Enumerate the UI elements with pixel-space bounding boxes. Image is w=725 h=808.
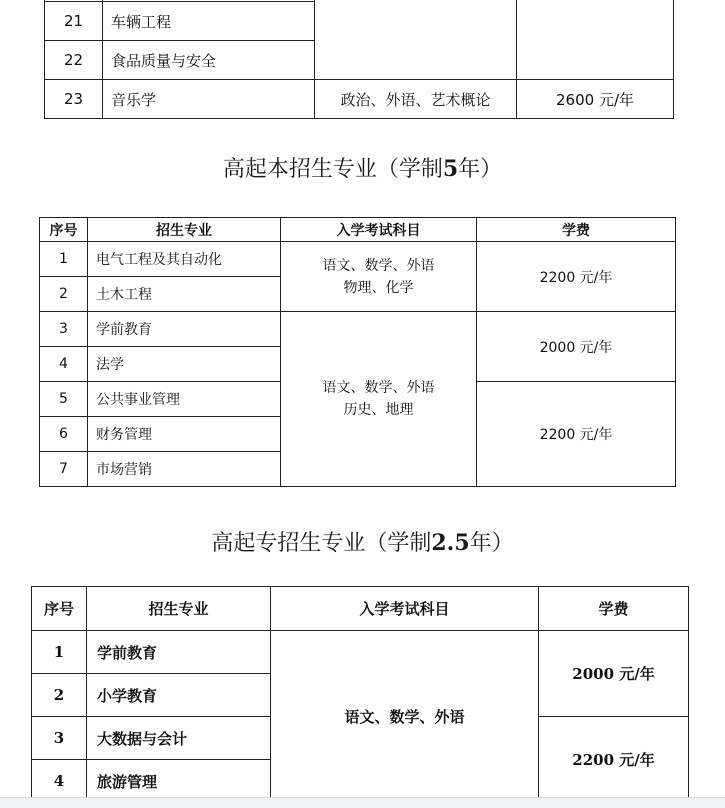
column-header: 入学考试科目 <box>281 218 477 242</box>
exam-subjects: 语文、数学、外语 历史、地理 <box>281 312 477 487</box>
row-number: 7 <box>40 452 88 487</box>
column-header: 招生专业 <box>88 218 281 242</box>
table-row <box>32 631 689 674</box>
tuition: 2200 元/年 <box>539 717 689 803</box>
table-row <box>40 312 676 347</box>
tuition: 2600 元/年 <box>517 80 674 119</box>
bottom-toolbar <box>0 797 725 808</box>
table-row <box>45 80 674 119</box>
table-row <box>40 242 676 277</box>
column-header: 学费 <box>477 218 676 242</box>
major-name: 财务管理 <box>88 417 281 452</box>
row-number: 3 <box>32 717 87 760</box>
row-number: 21 <box>45 2 103 41</box>
section-title: 高起专招生专业（学制2.5年） <box>211 530 514 556</box>
major-name: 法学 <box>88 347 281 382</box>
tuition-cell <box>517 0 674 80</box>
major-name: 市场营销 <box>88 452 281 487</box>
undergraduate-majors-table <box>39 217 676 487</box>
exam-subjects-cell <box>315 0 517 80</box>
row-number: 2 <box>32 674 87 717</box>
column-header: 学费 <box>539 587 689 631</box>
major-name: 食品质量与安全 <box>103 41 315 80</box>
major-name: 旅游管理 <box>87 760 271 803</box>
column-header: 序号 <box>32 587 87 631</box>
major-name: 学前教育 <box>88 312 281 347</box>
row-number: 6 <box>40 417 88 452</box>
section-title: 高起本招生专业（学制5年） <box>222 156 503 182</box>
major-name: 大数据与会计 <box>87 717 271 760</box>
tuition: 2200 元/年 <box>477 382 676 487</box>
major-name: 土木工程 <box>88 277 281 312</box>
column-header: 入学考试科目 <box>271 587 539 631</box>
major-name: 公共事业管理 <box>88 382 281 417</box>
tuition: 2000 元/年 <box>477 312 676 382</box>
major-name: 音乐学 <box>103 80 315 119</box>
majors-table-continued <box>44 0 674 119</box>
row-number: 23 <box>45 80 103 119</box>
row-number: 4 <box>32 760 87 803</box>
row-number: 5 <box>40 382 88 417</box>
row-number: 1 <box>40 242 88 277</box>
table-header-row <box>32 587 689 631</box>
row-number: 1 <box>32 631 87 674</box>
exam-subjects: 语文、数学、外语 <box>271 631 539 803</box>
column-header: 序号 <box>40 218 88 242</box>
table-header-row <box>40 218 676 242</box>
row-number: 22 <box>45 41 103 80</box>
tuition: 2000 元/年 <box>539 631 689 717</box>
junior-college-majors-table <box>31 586 689 803</box>
row-number: 4 <box>40 347 88 382</box>
tuition: 2200 元/年 <box>477 242 676 312</box>
major-name: 小学教育 <box>87 674 271 717</box>
column-header: 招生专业 <box>87 587 271 631</box>
major-name: 电气工程及其自动化 <box>88 242 281 277</box>
row-number: 3 <box>40 312 88 347</box>
exam-subjects: 语文、数学、外语 物理、化学 <box>281 242 477 312</box>
row-number: 2 <box>40 277 88 312</box>
exam-subjects: 政治、外语、艺术概论 <box>315 80 517 119</box>
major-name: 学前教育 <box>87 631 271 674</box>
major-name: 车辆工程 <box>103 2 315 41</box>
